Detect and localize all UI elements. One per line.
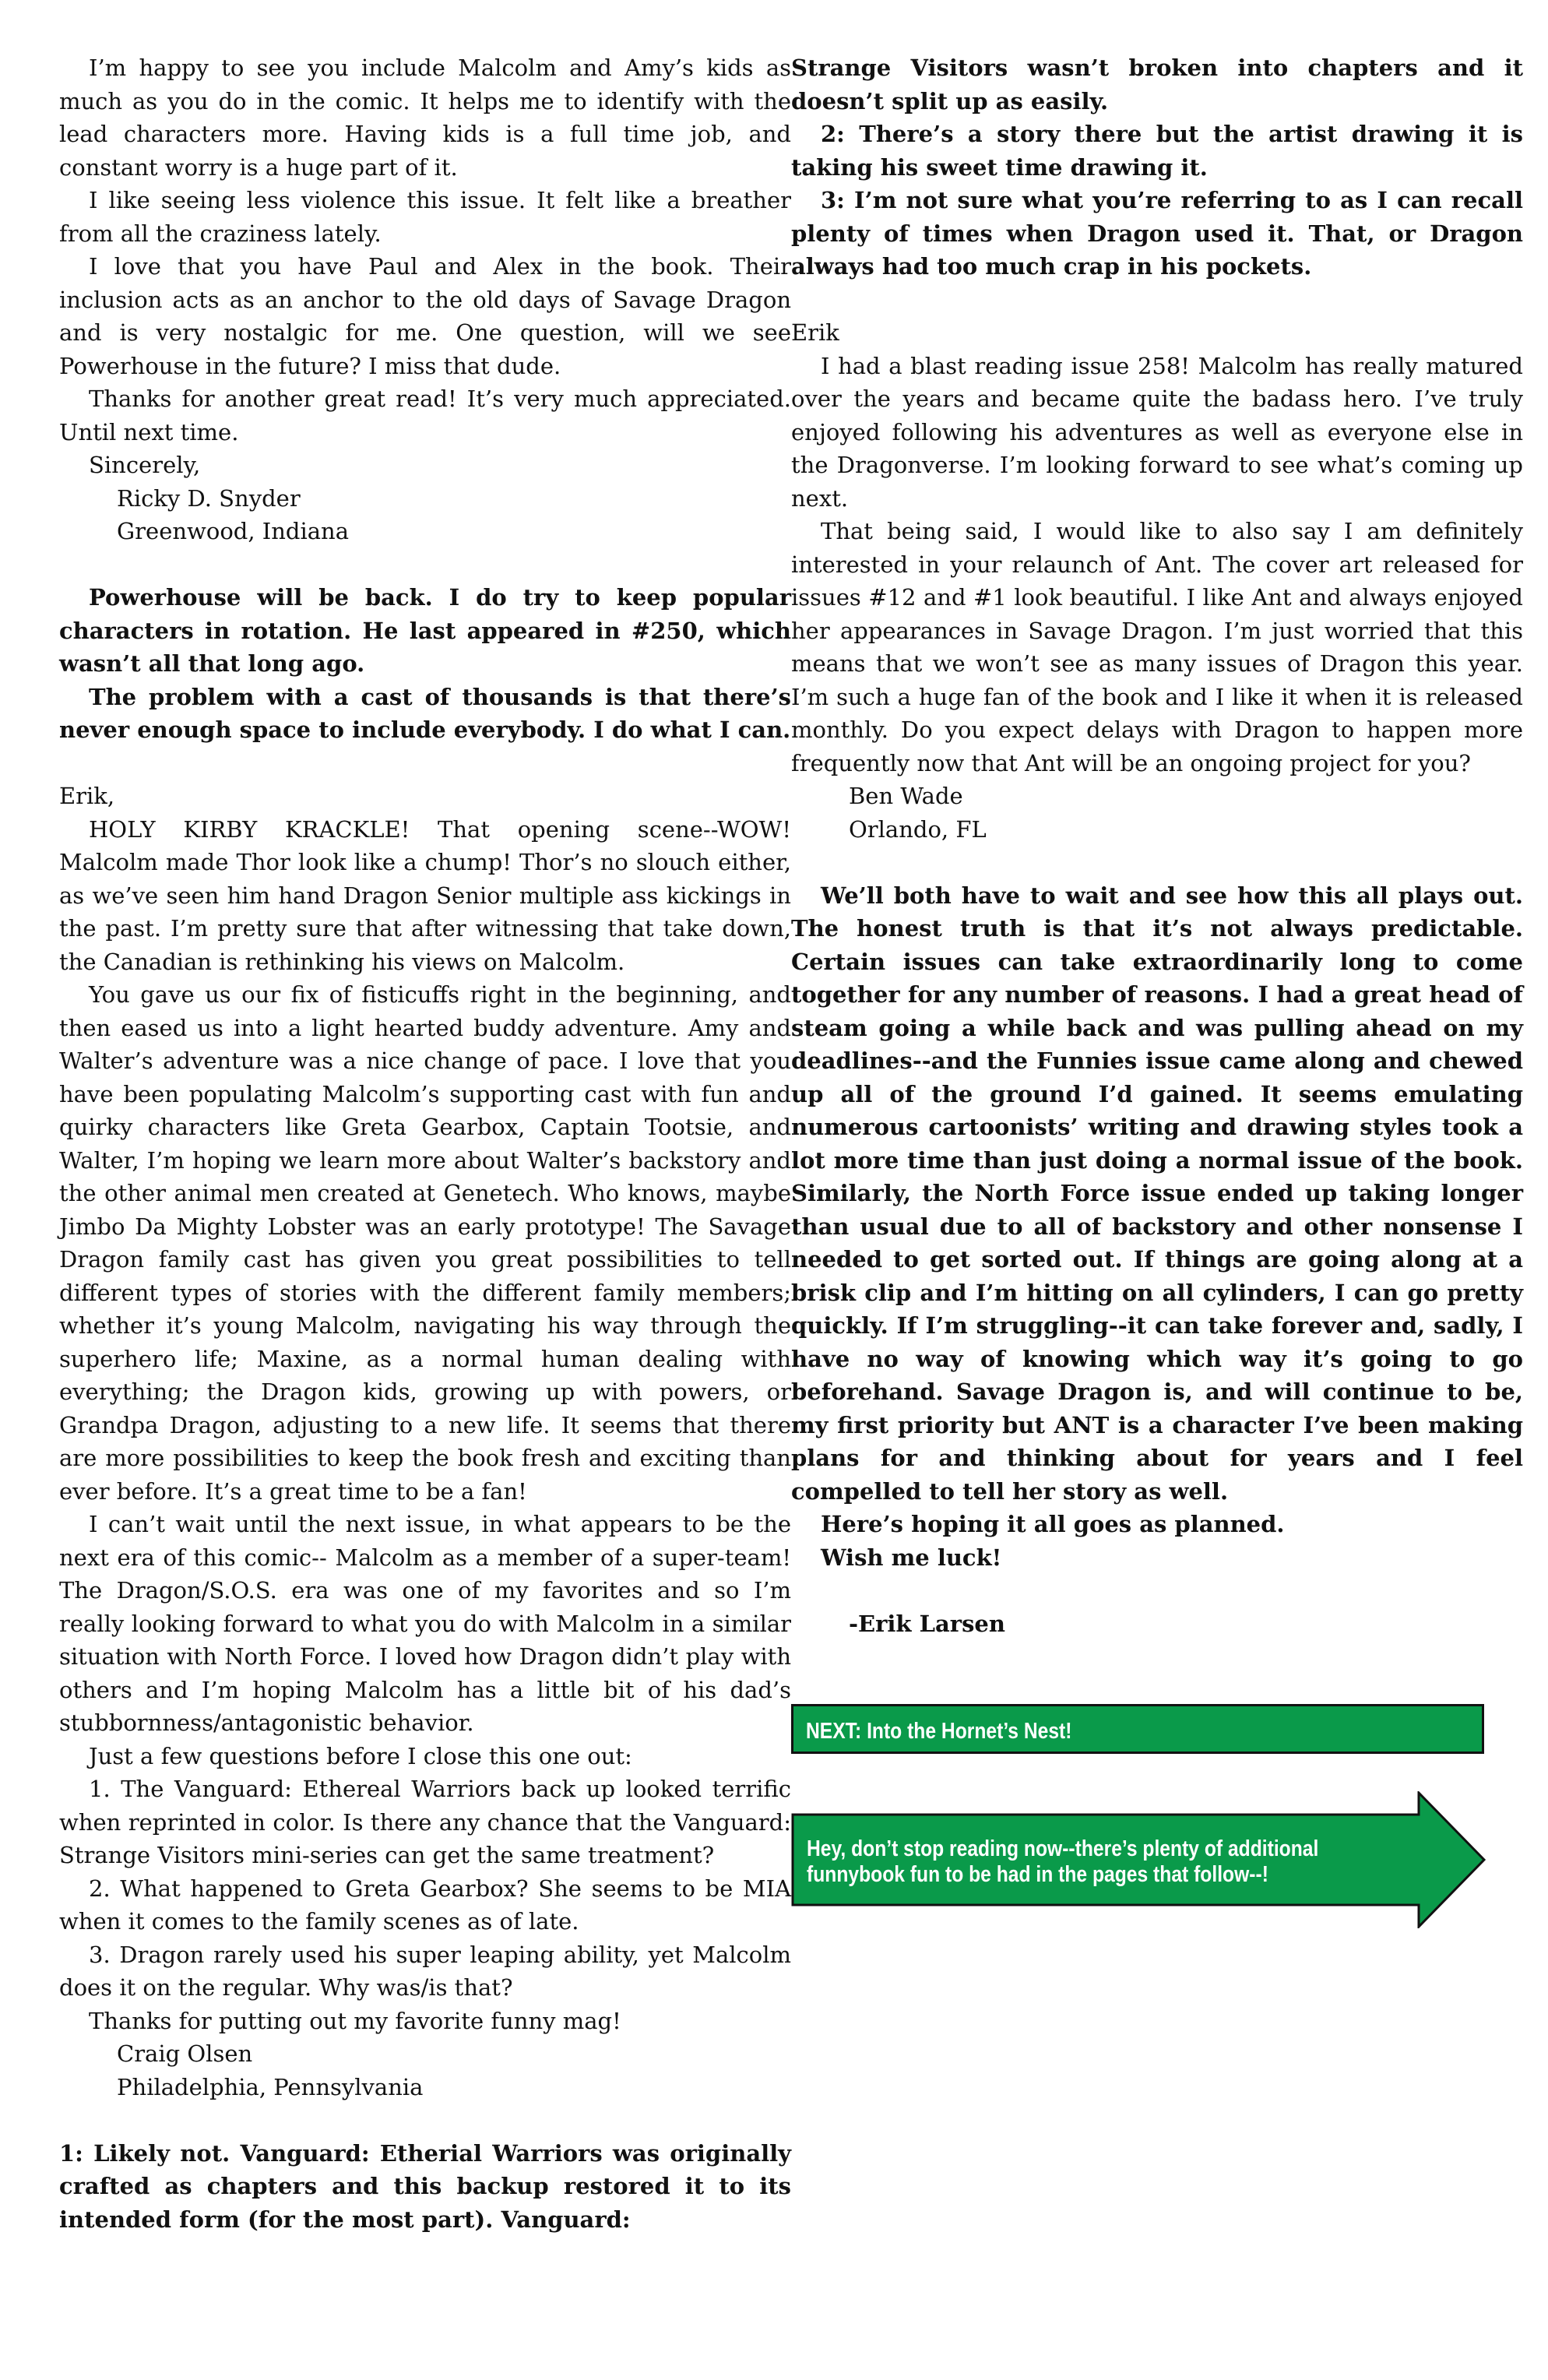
letter-paragraph: I like seeing less violence this issue. It felt like a breather from all the craziness lately. <box>59 187 791 247</box>
editor-reply: Strange Visitors wasn’t broken into chapters and it doesn’t split up as easily. <box>791 55 1523 114</box>
editor-reply: 3: I’m not sure what you’re referring to as I can recall plenty of times when Dragon used it. That, or Dragon always had too much crap in his pockets. <box>791 187 1523 280</box>
next-issue-text: NEXT: Into the Hornet’s Nest! <box>806 1719 1072 1744</box>
editor-signature: -Erik Larsen <box>849 1610 1005 1637</box>
letter-paragraph: 3. Dragon rarely used his super leaping ability, yet Malcolm does it on the regular. Why was/is that? <box>59 1941 791 2001</box>
right-column <box>791 51 1523 1640</box>
spacer <box>791 846 1523 879</box>
continue-reading-text: Hey, don’t stop reading now--there’s plenty of additional funnybook fun to be had in the pages that follow--! <box>807 1836 1319 1887</box>
letter-paragraph: Thanks for another great read! It’s very much appreciated. Until next time. <box>59 386 791 445</box>
letter-paragraph: I had a blast reading issue 258! Malcolm has really matured over the years and became quite the badass hero. I’ve truly enjoyed following his adventures as well as everyone else in the Dragonverse. I’m looking forward to see what’s coming up next. <box>791 352 1523 512</box>
editor-reply: Powerhouse will be back. I do try to keep popular characters in rotation. He last appeared in #250, which wasn’t all that long ago. <box>59 584 791 677</box>
salutation: Erik <box>791 319 839 346</box>
spacer <box>791 283 1523 317</box>
letter-paragraph: You gave us our fix of fisticuffs right in the beginning, and then eased us into a light hearted buddy adventure. Amy and Walter’s adventure was a nice change of pace. I love that you have been populating Malcolm’s supporting cast with fun and quirky characters like Greta Gearbox, Captain Tootsie, and Walter, I’m hoping we learn more about Walter’s backstory and the other animal men created at Genetech. Who knows, maybe Jimbo Da Mighty Lobster was an early prototype! The Savage Dragon family cast has given you great possibilities to tell different types of stories with the different family members; whether it’s young Malcolm, navigating his way through the superhero life; Maxine, as a normal human dealing with everything; the Dragon kids, growing up with powers, or Grandpa Dragon, adjusting to a new life. It seems that there are more possibilities to keep the book fresh and exciting than ever before. It’s a great time to be a fan! <box>59 981 791 1505</box>
signature-line: Philadelphia, Pennsylvania <box>117 2073 424 2100</box>
signature-line: Orlando, FL <box>849 815 987 843</box>
spacer <box>59 548 791 582</box>
next-issue-box <box>791 1704 1484 1754</box>
signature-line: Ricky D. Snyder <box>117 484 301 512</box>
editor-reply: We’ll both have to wait and see how this all plays out. The honest truth is that it’s not always predictable. Certain issues can take extraordinarily long to come together for any number of reasons. I had a great head of steam going a while back and was pulling ahead on my deadlines--and the Funnies issue came along and chewed up all of the ground I’d gained. It seems emulating numerous cartoonists’ writing and drawing styles took a lot more time than just doing a normal issue of the book. Similarly, the North Force issue ended up taking longer than usual due to all of backstory and other nonsense I needed to get sorted out. If things are going along at a brisk clip and I’m hitting on all cylinders, I can go pretty quickly. If I’m struggling--it can take forever and, sadly, I have no way of knowing which way it’s going to go beforehand. Savage Dragon is, and will continue to be, my first priority but ANT is a character I’ve been making plans for and thinking about for years and I feel compelled to tell her story as well. <box>791 882 1523 1505</box>
letter-paragraph: I love that you have Paul and Alex in the book. Their inclusion acts as an anchor to the old days of Savage Dragon and is very nostalgic for me. One question, will we see Powerhouse in the future? I miss that dude. <box>59 253 791 379</box>
letter-paragraph: That being said, I would like to also say I am definitely interested in your relaunch of Ant. The cover art released for issues #12 and #1 look beautiful. I like Ant and always enjoyed her appearances in Savage Dragon. I’m just worried that this means that we won’t see as many issues of Dragon this year. I’m such a huge fan of the book and I like it when it is released monthly. Do you expect delays with Dragon to happen more frequently now that Ant will be an ongoing project for you? <box>791 518 1523 776</box>
signature-line: Greenwood, Indiana <box>117 518 350 544</box>
letter-paragraph: Thanks for putting out my favorite funny mag! <box>89 2007 621 2034</box>
editor-reply: Wish me luck! <box>821 1544 1002 1571</box>
spacer <box>791 1574 1523 1607</box>
signature-line: Ben Wade <box>849 783 963 809</box>
letter-paragraph: I’m happy to see you include Malcolm and Amy’s kids as much as you do in the comic. It helps me to identify with the lead characters more. Having kids is a full time job, and constant worry is a huge part of it. <box>59 55 791 181</box>
letter-paragraph: I can’t wait until the next issue, in what appears to be the next era of this comic-- Malcolm as a member of a super-team! The Dragon/S.O.S. era was one of my favorites and so I’m really looking forward to what you do with Malcolm in a similar situation with North Force. I loved how Dragon didn’t play with others and I’m hoping Malcolm has a little bit of his dad’s stubbornness/antagonistic behavior. <box>59 1511 791 1736</box>
signature-line: Sincerely, <box>89 452 201 478</box>
letter-paragraph: HOLY KIRBY KRACKLE! That opening scene--WOW! Malcolm made Thor look like a chump! Thor’s no slouch either, as we’ve seen him hand Dragon Senior multiple ass kickings in the past. I’m pretty sure that after witnessing that take down, the Canadian is rethinking his views on Malcolm. <box>59 815 791 975</box>
spacer <box>59 2104 791 2137</box>
editor-reply: The problem with a cast of thousands is that there’s never enough space to include everybody. I do what I can. <box>59 683 791 743</box>
letter-paragraph: 2. What happened to Greta Gearbox? She seems to be MIA when it comes to the family scenes as of late. <box>59 1875 791 1935</box>
editor-reply: Here’s hoping it all goes as planned. <box>821 1511 1285 1537</box>
editor-reply: 2: There’s a story there but the artist drawing it is taking his sweet time drawing it. <box>791 121 1523 181</box>
spacer <box>59 747 791 780</box>
editor-reply: 1: Likely not. Vanguard: Etherial Warriors was originally crafted as chapters and this backup restored it to its intended form (for the most part). Vanguard: <box>59 2139 791 2233</box>
letter-paragraph: 1. The Vanguard: Ethereal Warriors back up looked terrific when reprinted in color. Is there any chance that the Vanguard: Strange Visitors mini-series can get the same treatment? <box>59 1776 791 1868</box>
signature-line: Craig Olsen <box>117 2040 253 2067</box>
left-column <box>59 51 791 2236</box>
letter-paragraph: Just a few questions before I close this one out: <box>89 1742 632 1769</box>
salutation: Erik, <box>59 783 115 809</box>
